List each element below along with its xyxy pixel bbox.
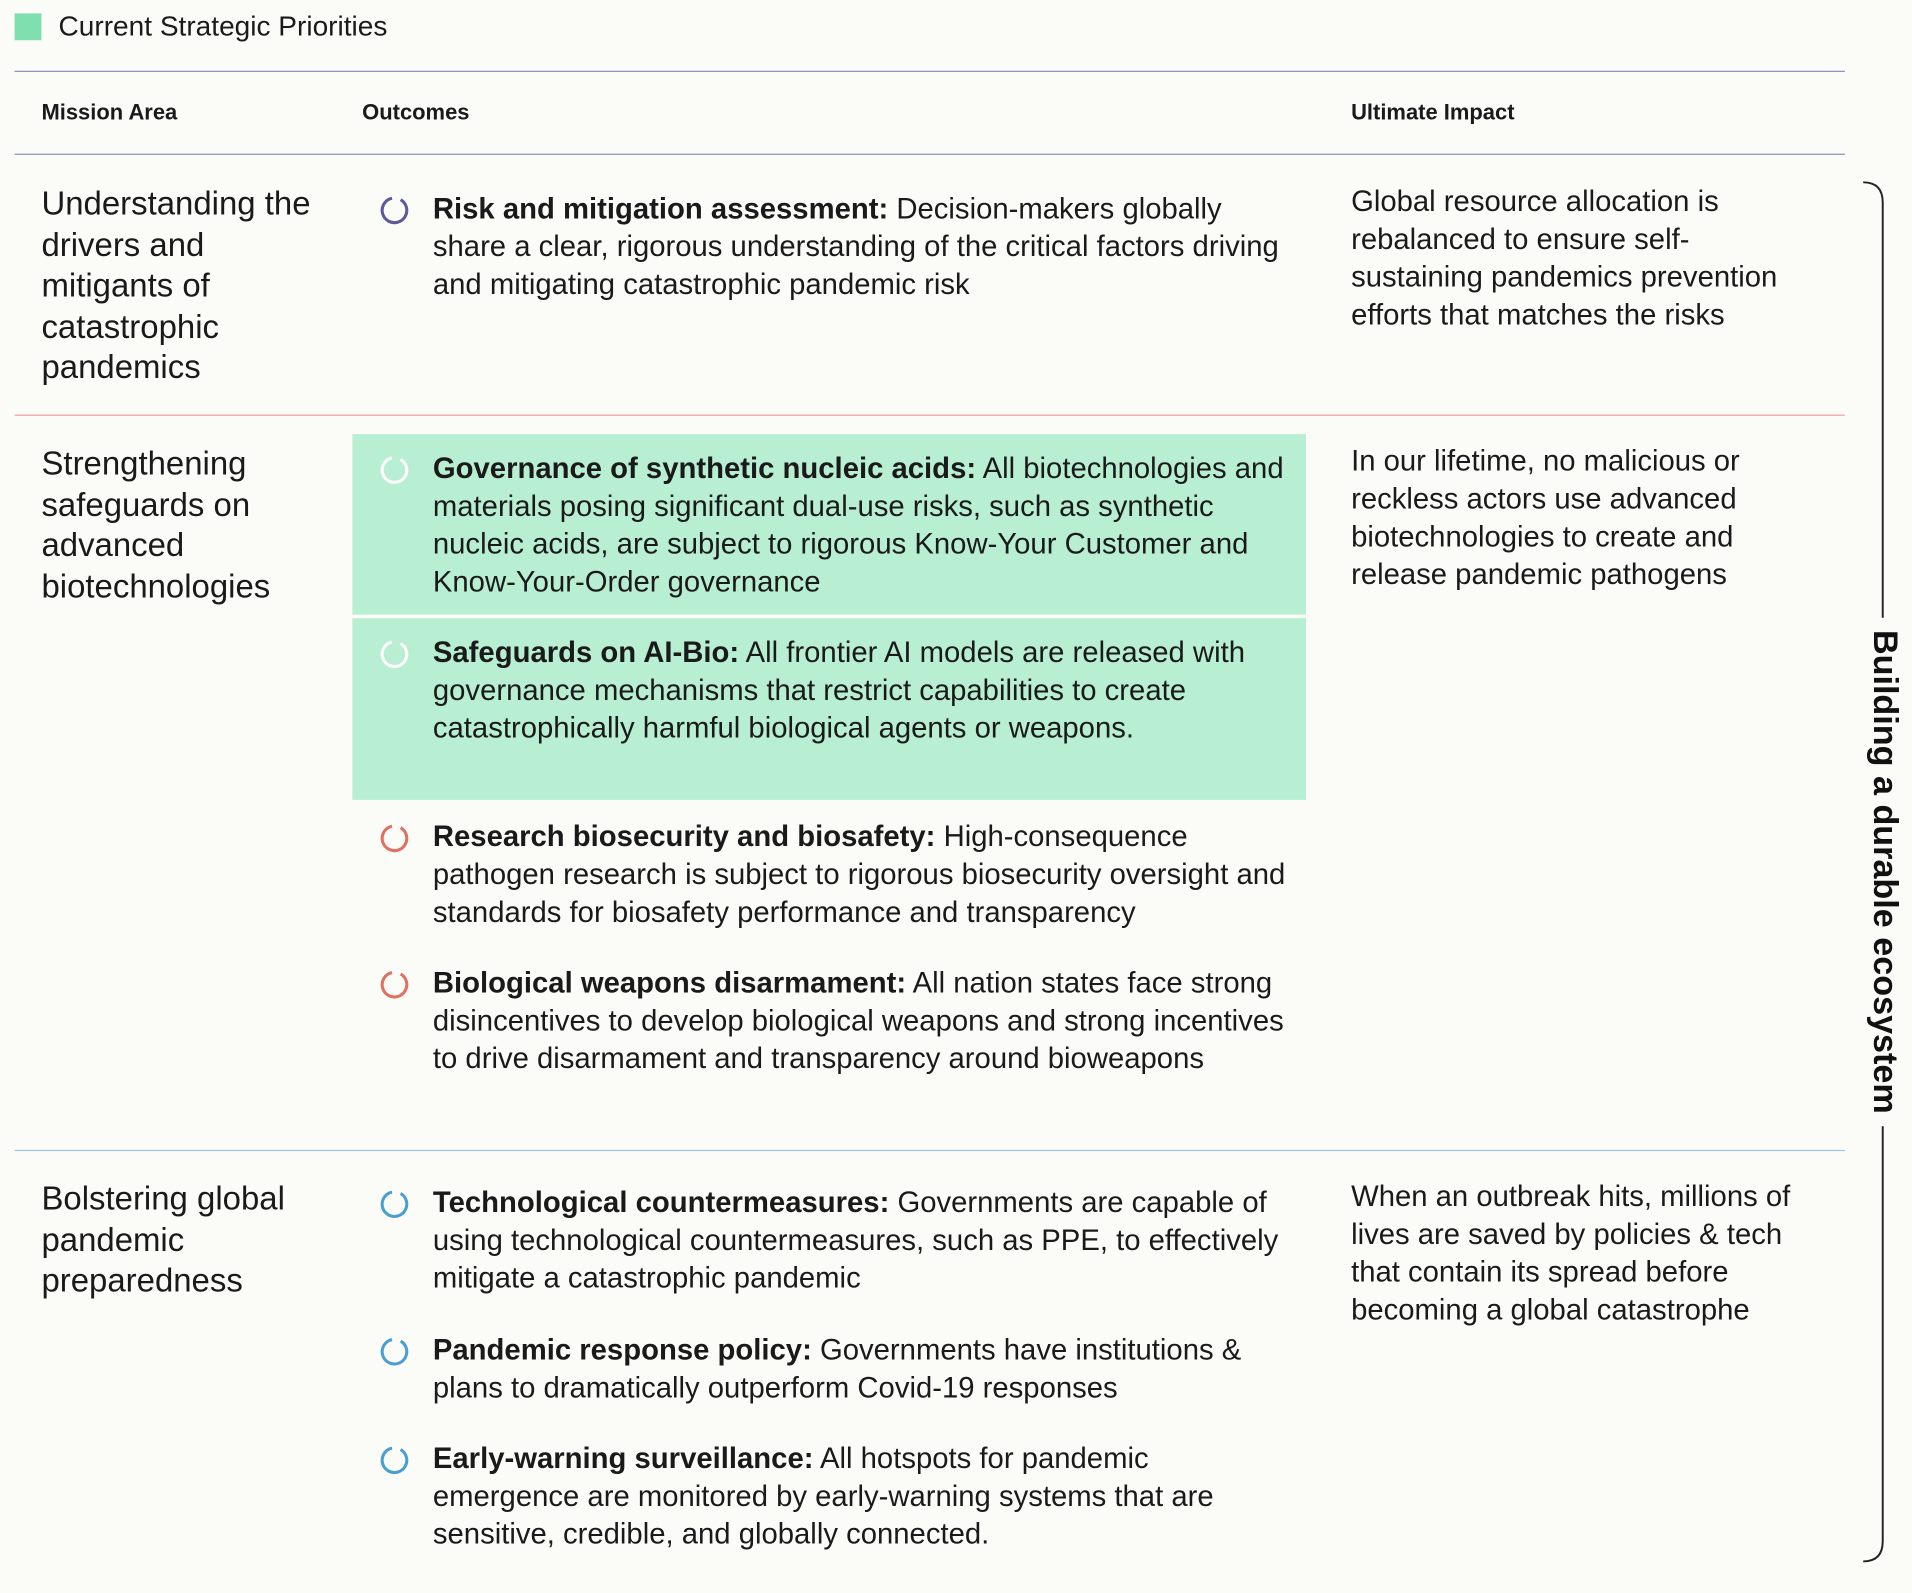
outcome-synthetic-nucleic-acids	[352, 434, 1306, 614]
impact-preparedness: When an outbreak hits, millions of lives are saved by policies & tech that contain its spread before becoming a global catastrophe	[1351, 1180, 1791, 1327]
outcome-text: All frontier AI models are released with governance mechanisms that restrict capabilities to create catastrophically harmful biological agents or weapons.	[432, 636, 1245, 746]
outcome-early-warning	[352, 1440, 1306, 1553]
outcome-title: Technological countermeasures:	[432, 1186, 890, 1220]
outcome-title: Safeguards on AI-Bio:	[432, 636, 740, 670]
blue-ring-icon	[379, 1336, 409, 1366]
legend-swatch	[15, 13, 42, 40]
purple-ring-icon	[379, 195, 409, 225]
outcome-text: High-consequence pathogen research is subject to rigorous biosecurity oversight and standards for biosafety performance and transparency	[432, 820, 1286, 930]
outcome-research-biosecurity	[352, 818, 1306, 931]
red-ring-icon	[379, 969, 409, 999]
row-divider-1	[15, 415, 1845, 416]
outcome-title: Governance of synthetic nucleic acids:	[432, 452, 977, 486]
column-header-outcomes: Outcomes	[362, 99, 470, 125]
mission-area-preparedness: Bolstering global pandemic preparedness	[41, 1180, 285, 1299]
outcome-bioweapons-disarmament	[352, 965, 1306, 1078]
outcome-ai-bio	[352, 618, 1306, 800]
blue-ring-icon	[379, 1445, 409, 1475]
outcome-text: All nation states face strong disincentives to develop biological weapons and strong incentives to drive disarmament and transparency around bioweapons	[432, 966, 1284, 1076]
outcome-title: Research biosecurity and biosafety:	[432, 820, 936, 854]
outcome-risk-assessment	[352, 190, 1306, 303]
header-bottom-divider	[15, 154, 1845, 155]
outcome-text: Governments have institutions & plans to dramatically outperform Covid-19 responses	[432, 1334, 1242, 1405]
column-header-impact: Ultimate Impact	[1351, 99, 1515, 125]
outcome-title: Biological weapons disarmament:	[432, 966, 907, 1000]
impact-understanding: Global resource allocation is rebalanced to ensure self-sustaining pandemics prevention efforts that matches the risks	[1351, 185, 1778, 332]
outcome-title: Risk and mitigation assessment:	[432, 192, 889, 226]
outcome-technological-countermeasures	[352, 1184, 1306, 1297]
outcome-title: Pandemic response policy:	[432, 1334, 812, 1367]
legend	[15, 10, 388, 43]
outcome-title: Early-warning surveillance:	[432, 1442, 814, 1476]
header-top-divider	[15, 71, 1845, 72]
column-header-mission: Mission Area	[41, 99, 178, 125]
outcome-pandemic-response-policy	[352, 1332, 1306, 1408]
impact-safeguards: In our lifetime, no malicious or reckless actors use advanced biotechnologies to create and release pandemic pathogens	[1351, 445, 1740, 592]
outcome-text: Governments are capable of using technological countermeasures, such as PPE, to effectively mitigate a catastrophic pandemic	[432, 1186, 1279, 1295]
legend-label: Current Strategic Priorities	[58, 9, 388, 42]
row-divider-2	[15, 1150, 1845, 1151]
mission-area-understanding: Understanding the drivers and mitigants of catastrophic pandemics	[41, 185, 311, 386]
side-label-ecosystem: Building a durable ecosystem	[1866, 618, 1905, 1126]
white-ring-icon	[379, 639, 409, 669]
outcome-text: All hotspots for pandemic emergence are monitored by early-warning systems that are sensitive, credible, and globally connected.	[432, 1442, 1214, 1552]
mission-area-safeguards: Strengthening safeguards on advanced biotechnologies	[41, 445, 271, 605]
white-ring-icon	[379, 455, 409, 485]
outcome-text: Decision-makers globally share a clear, rigorous understanding of the critical factors driving and mitigating catastrophic pandemic risk	[432, 192, 1279, 302]
outcome-text: All biotechnologies and materials posing significant dual-use risks, such as synthetic nucleic acids, are subject to rigorous Know-Your Customer and Know-Your-Order governance	[432, 452, 1284, 599]
blue-ring-icon	[379, 1189, 409, 1219]
red-ring-icon	[379, 823, 409, 853]
